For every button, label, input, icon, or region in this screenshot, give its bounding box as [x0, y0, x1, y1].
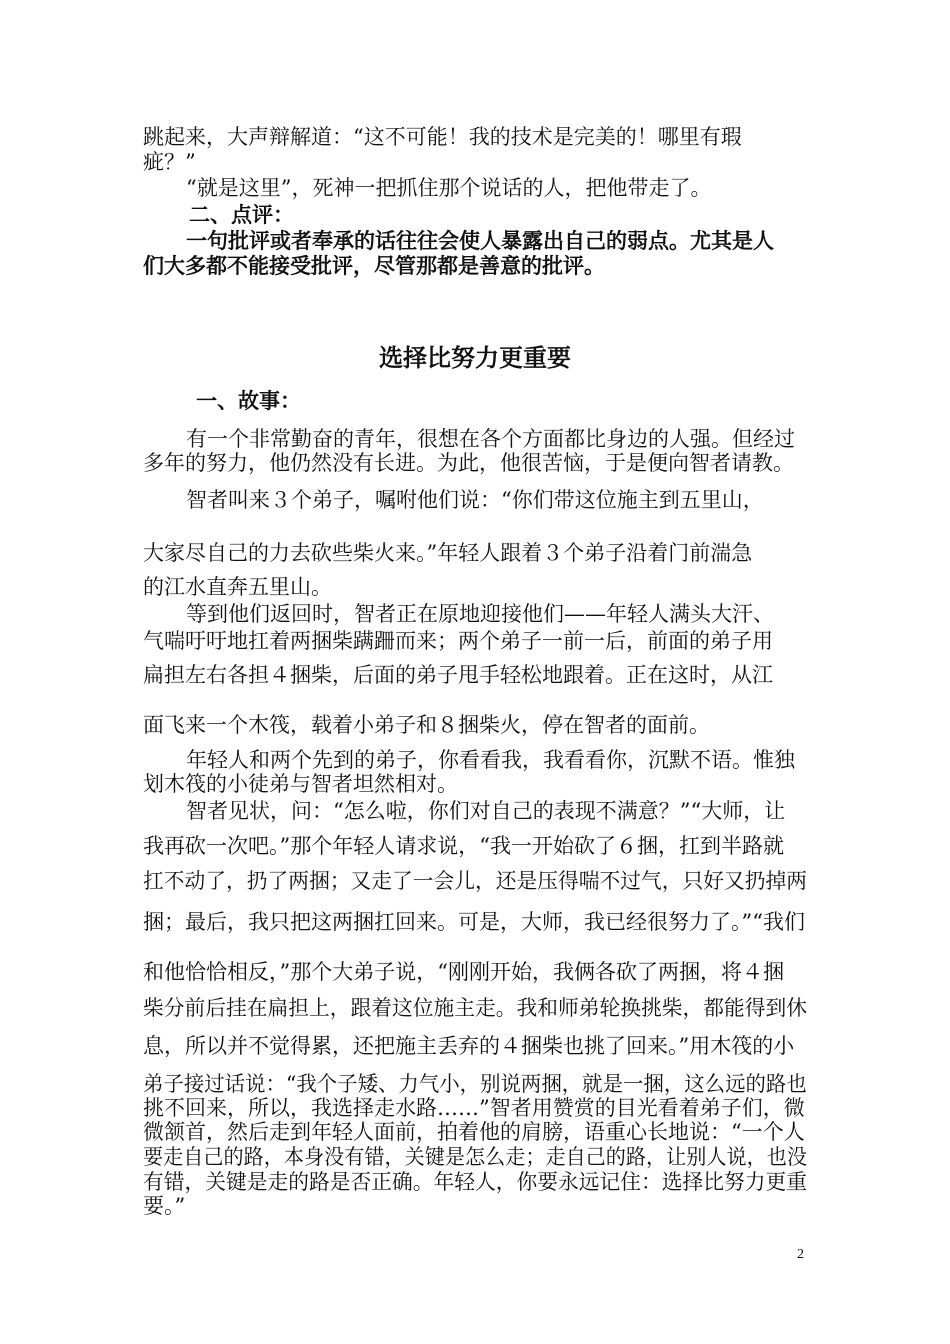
text-line: 面飞来一个木筏，载着小弟子和８捆柴火，停在智者的面前。: [143, 713, 710, 737]
review-text-line: 一句批评或者奉承的话往往会使人暴露出自己的弱点。尤其是人: [186, 229, 774, 253]
text-line: 微颔首，然后走到年轻人面前，拍着他的肩膀，语重心长地说：“一个人: [143, 1120, 805, 1144]
text-line: 等到他们返回时，智者正在原地迎接他们——年轻人满头大汗、: [186, 602, 774, 626]
review-text-line: 们大多都不能接受批评，尽管那都是善意的批评。: [143, 254, 605, 278]
page-number: 2: [797, 1247, 804, 1262]
text-line: 我再砍一次吧。”那个年轻人请求说，“我一开始砍了６捆，扛到半路就: [143, 834, 784, 858]
text-line: 跳起来，大声辩解道：“这不可能！我的技术是完美的！哪里有瑕: [143, 125, 742, 149]
text-line: 息，所以并不觉得累，还把施主丢弃的４捆柴也挑了回来。”用木筏的小: [143, 1034, 795, 1058]
text-line: 智者见状，问：“怎么啦，你们对自己的表现不满意？”“大师，让: [186, 799, 786, 823]
text-line: 柴分前后挂在扁担上，跟着这位施主走。我和师弟轮换挑柴，都能得到休: [143, 996, 808, 1020]
text-line: “就是这里”，死神一把抓住那个说话的人，把他带走了。: [186, 176, 712, 200]
text-line: 扁担左右各担４捆柴，后面的弟子甩手轻松地跟着。正在这时，从江: [143, 663, 773, 687]
text-line: 气喘吁吁地扛着两捆柴蹒跚而来；两个弟子一前一后，前面的弟子用: [143, 629, 773, 653]
text-line: 的江水直奔五里山。: [143, 575, 332, 599]
text-line: 挑不回来，所以，我选择走水路……”智者用赞赏的目光看着弟子们，微: [143, 1096, 805, 1120]
story-heading: 一、故事：: [196, 389, 301, 413]
text-line: 扛不动了，扔了两捆；又走了一会儿，还是压得喘不过气，只好又扔掉两: [143, 869, 808, 893]
text-line: 有错，关键是走的路是否正确。年轻人，你要永远记住：选择比努力更重: [143, 1170, 808, 1194]
text-line: 智者叫来３个弟子，嘱咐他们说：“你们带这位施主到五里山，: [186, 488, 764, 512]
text-line: 和他恰恰相反，”那个大弟子说，“刚刚开始，我俩各砍了两捆，将４捆: [143, 960, 784, 984]
text-line: 要走自己的路，本身没有错，关键是怎么走；走自己的路，让别人说，也没: [143, 1145, 808, 1169]
text-line: 有一个非常勤奋的青年，很想在各个方面都比身边的人强。但经过: [186, 427, 795, 451]
text-line: 划木筏的小徒弟与智者坦然相对。: [143, 772, 458, 796]
text-line: 弟子接过话说：“我个子矮、力气小，别说两捆，就是一捆，这么远的路也: [143, 1072, 807, 1096]
text-line: 多年的努力，他仍然没有长进。为此，他很苦恼，于是便向智者请教。: [143, 451, 794, 475]
text-line: 疵？”: [143, 150, 196, 174]
text-line: 捆；最后，我只把这两捆扛回来。可是，大师，我已经很努力了。”“我们: [143, 910, 805, 934]
text-line: 要。”: [143, 1194, 186, 1218]
text-line: 大家尽自己的力去砍些柴火来。”年轻人跟着３个弟子沿着门前湍急: [143, 541, 753, 565]
text-line: 年轻人和两个先到的弟子，你看看我，我看看你，沉默不语。惟独: [186, 748, 795, 772]
article-title: 选择比努力更重要: [379, 344, 571, 372]
review-heading: 二、点评：: [189, 203, 294, 227]
